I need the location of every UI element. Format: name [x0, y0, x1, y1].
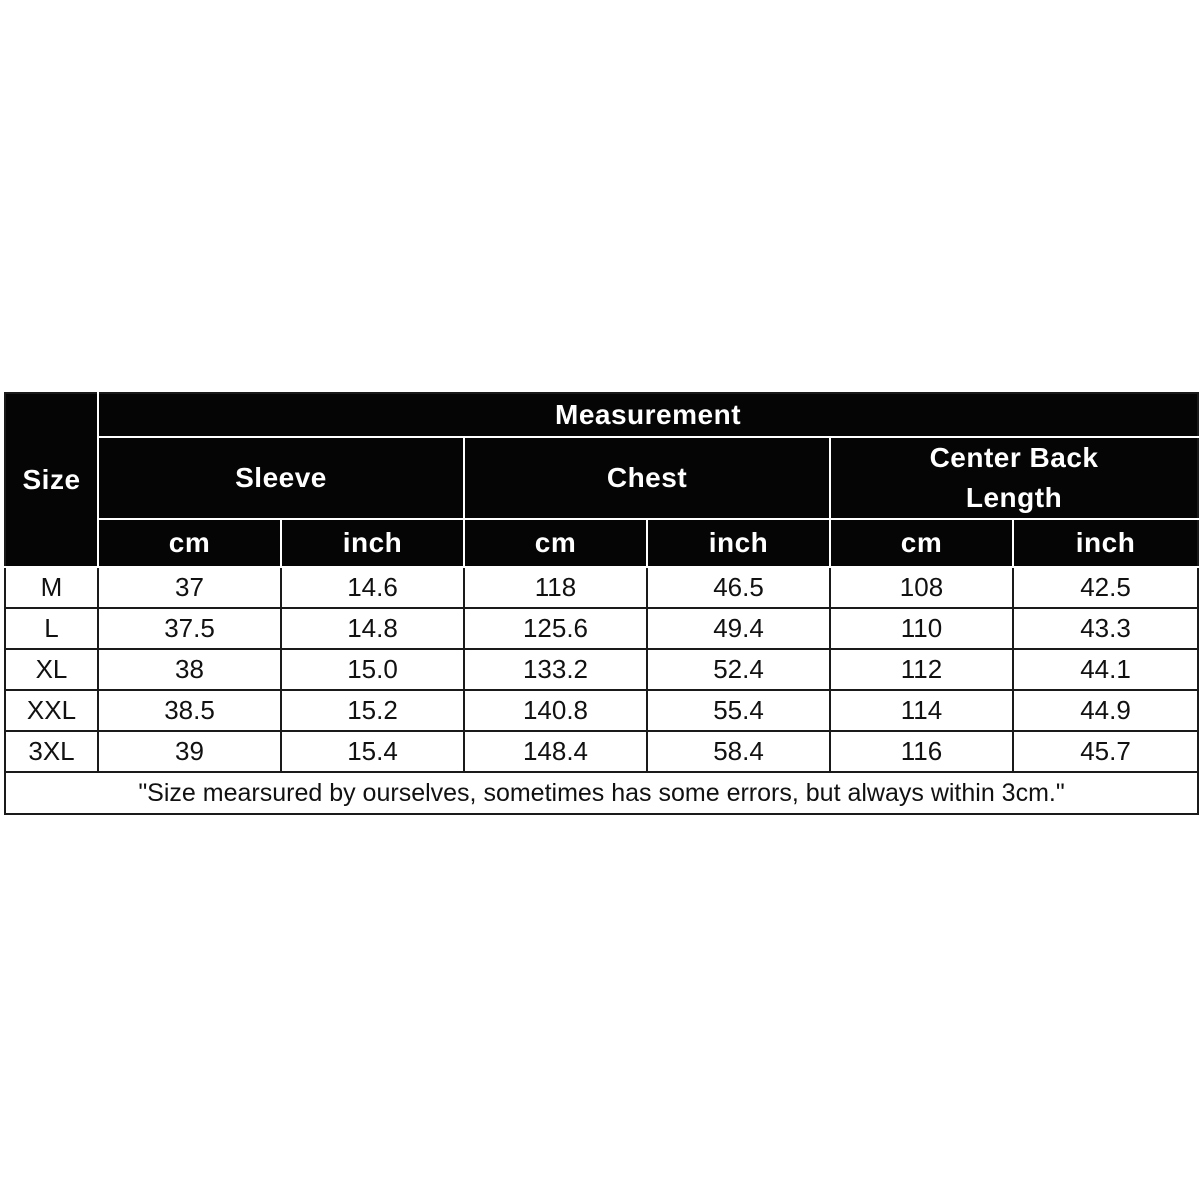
value-cell: 116 [830, 731, 1013, 772]
value-cell: 58.4 [647, 731, 830, 772]
header-row-groups [5, 437, 1198, 519]
note-row [5, 772, 1198, 814]
value-cell: 38.5 [98, 690, 281, 731]
size-header: Size [5, 393, 98, 567]
measurement-header: Measurement [98, 393, 1198, 437]
value-cell: 44.9 [1013, 690, 1198, 731]
value-cell: 110 [830, 608, 1013, 649]
size-cell: 3XL [5, 731, 98, 772]
value-cell: 125.6 [464, 608, 647, 649]
value-cell: 55.4 [647, 690, 830, 731]
value-cell: 15.0 [281, 649, 464, 690]
value-cell: 37 [98, 567, 281, 608]
size-chart-table [4, 392, 1199, 815]
value-cell: 43.3 [1013, 608, 1198, 649]
size-cell: XL [5, 649, 98, 690]
value-cell: 45.7 [1013, 731, 1198, 772]
size-cell: M [5, 567, 98, 608]
value-cell: 39 [98, 731, 281, 772]
group-header-center-back-length [830, 437, 1198, 519]
group-header-sleeve: Sleeve [98, 437, 464, 519]
table-row [5, 608, 1198, 649]
size-cell: L [5, 608, 98, 649]
value-cell: 42.5 [1013, 567, 1198, 608]
size-cell: XXL [5, 690, 98, 731]
value-cell: 114 [830, 690, 1013, 731]
table-row [5, 731, 1198, 772]
value-cell: 46.5 [647, 567, 830, 608]
center-back-length-label: Center Back Length [929, 442, 1099, 513]
unit-header: cm [98, 519, 281, 567]
unit-header: cm [464, 519, 647, 567]
unit-header: inch [281, 519, 464, 567]
value-cell: 15.2 [281, 690, 464, 731]
group-header-chest: Chest [464, 437, 830, 519]
value-cell: 15.4 [281, 731, 464, 772]
value-cell: 44.1 [1013, 649, 1198, 690]
value-cell: 108 [830, 567, 1013, 608]
value-cell: 148.4 [464, 731, 647, 772]
unit-header: inch [1013, 519, 1198, 567]
value-cell: 140.8 [464, 690, 647, 731]
unit-header: inch [647, 519, 830, 567]
unit-header: cm [830, 519, 1013, 567]
header-row-measurement [5, 393, 1198, 437]
table-row [5, 567, 1198, 608]
value-cell: 49.4 [647, 608, 830, 649]
table-row [5, 690, 1198, 731]
header-row-units [5, 519, 1198, 567]
value-cell: 14.8 [281, 608, 464, 649]
table-row [5, 649, 1198, 690]
value-cell: 133.2 [464, 649, 647, 690]
value-cell: 52.4 [647, 649, 830, 690]
measurement-note: "Size mearsured by ourselves, sometimes has some errors, but always within 3cm." [5, 772, 1198, 814]
value-cell: 112 [830, 649, 1013, 690]
value-cell: 118 [464, 567, 647, 608]
value-cell: 37.5 [98, 608, 281, 649]
value-cell: 14.6 [281, 567, 464, 608]
value-cell: 38 [98, 649, 281, 690]
